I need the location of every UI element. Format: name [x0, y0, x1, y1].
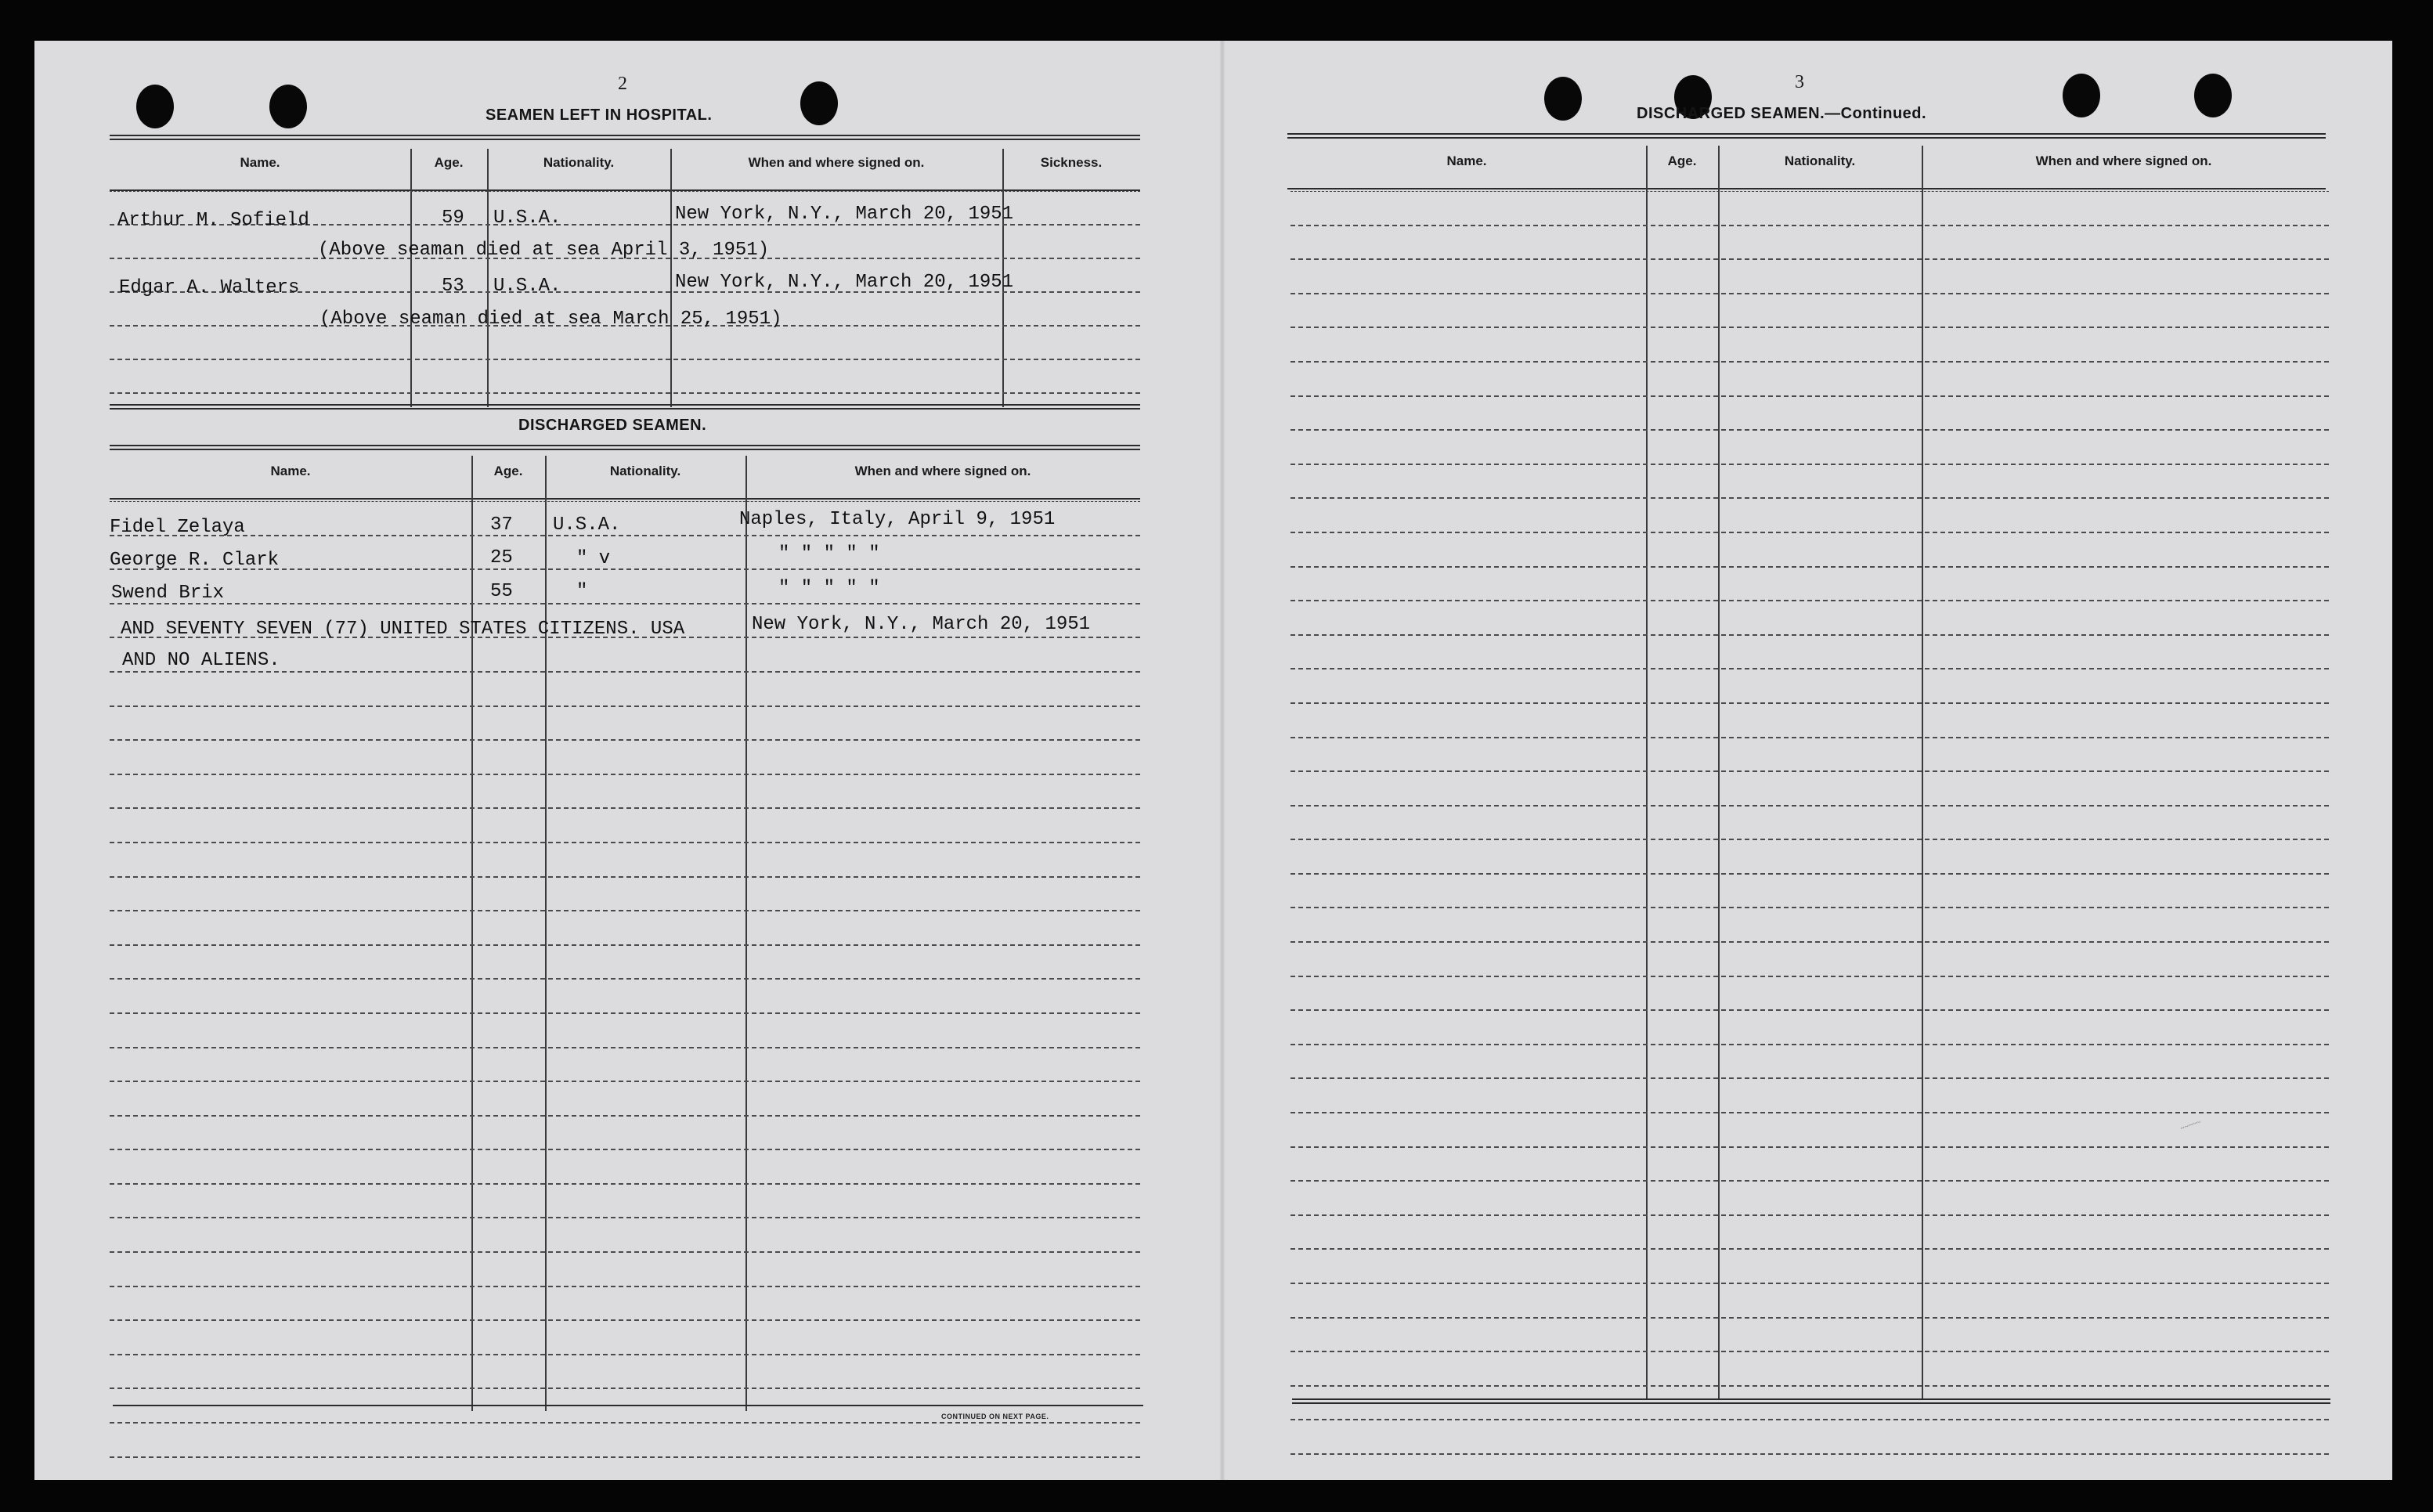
continued-footer: CONTINUED ON NEXT PAGE. [941, 1413, 1049, 1420]
hospital-entry-name: Arthur M. Sofield [117, 210, 309, 231]
summary-signed-on: New York, N.Y., March 20, 1951 [752, 614, 1091, 635]
discharged-entry-name: Swend Brix [111, 583, 225, 604]
hospital-col-sickness-header: Sickness. [1040, 155, 1103, 170]
hospital-col-name-header: Name. [240, 155, 280, 170]
hospital-header-rule [110, 135, 1140, 140]
discharged-entry-name: Fidel Zelaya [110, 517, 245, 538]
punch-hole [1544, 77, 1582, 121]
discharged-col-age-header: Age. [493, 464, 523, 478]
punch-hole [136, 85, 174, 128]
hospital-entry-nationality: U.S.A. [493, 276, 561, 297]
hospital-entry-age: 59 [442, 207, 464, 229]
discharged-entry-name: George R. Clark [110, 550, 280, 571]
punch-hole [2194, 74, 2232, 117]
document-sheet [34, 41, 2392, 1480]
right-col-signed-on-header: When and where signed on. [2035, 153, 2212, 168]
right-subheader-rule [1287, 188, 2326, 189]
hospital-bottom-rule [110, 404, 1140, 410]
discharged-entry-age: 55 [490, 581, 513, 602]
discharged-entry-age: 25 [490, 547, 513, 568]
right-col-nationality-header: Nationality. [1784, 153, 1856, 168]
discharged-entry-age: 37 [490, 514, 513, 536]
punch-hole [269, 85, 307, 128]
hospital-entry-signed-on: New York, N.Y., March 20, 1951 [675, 204, 1014, 225]
punch-hole [2063, 74, 2100, 117]
right-bottom-rule [1292, 1398, 2330, 1404]
discharged-continued-title: DISCHARGED SEAMEN.—Continued. [1637, 105, 1927, 122]
right-ruled-lines [1291, 191, 2329, 1455]
discharged-ruled-lines [110, 501, 1140, 1458]
discharged-col-nationality-header: Nationality. [609, 464, 681, 478]
right-col-age-header: Age. [1667, 153, 1697, 168]
hospital-entry-note: (Above seaman died at sea April 3, 1951) [318, 240, 770, 261]
discharged-subheader-rule [110, 498, 1140, 500]
discharged-header-rule [110, 445, 1140, 450]
discharged-entry-signed-on: " " " " " [778, 578, 880, 599]
hospital-col-age-header: Age. [434, 155, 464, 170]
hospital-col-signed-on-header: When and where signed on. [748, 155, 925, 170]
page-fold [1220, 41, 1225, 1480]
discharged-entry-nationality: " [576, 581, 588, 602]
hospital-col-nationality-header: Nationality. [543, 155, 615, 170]
hospital-entry-note: (Above seaman died at sea March 25, 1951) [319, 309, 782, 330]
ink-smudge: ~~~~~ [2179, 1117, 2203, 1134]
page-number: 3 [1795, 72, 1804, 92]
discharged-entry-signed-on: " " " " " [778, 543, 880, 565]
hospital-entry-age: 53 [442, 276, 464, 297]
discharged-entry-signed-on: Naples, Italy, April 9, 1951 [739, 509, 1056, 530]
right-header-rule [1287, 133, 2326, 139]
page-number: 2 [618, 74, 627, 94]
right-col-name-header: Name. [1446, 153, 1487, 168]
discharged-bottom-rule [113, 1405, 1143, 1406]
summary-line: AND SEVENTY SEVEN (77) UNITED STATES CITIZENS. USA [121, 619, 685, 640]
hospital-section-title: SEAMEN LEFT IN HOSPITAL. [486, 106, 713, 124]
punch-hole [800, 81, 838, 125]
discharged-col-name-header: Name. [270, 464, 311, 478]
summary-line: AND NO ALIENS. [122, 650, 280, 671]
discharged-section-title: DISCHARGED SEAMEN. [518, 417, 707, 434]
discharged-entry-nationality: U.S.A. [553, 514, 621, 536]
discharged-col-signed-on-header: When and where signed on. [854, 464, 1031, 478]
hospital-entry-nationality: U.S.A. [493, 207, 561, 229]
hospital-entry-signed-on: New York, N.Y., March 20, 1951 [675, 272, 1014, 293]
discharged-entry-nationality: " v [576, 548, 611, 569]
hospital-entry-name: Edgar A. Walters [119, 277, 300, 298]
